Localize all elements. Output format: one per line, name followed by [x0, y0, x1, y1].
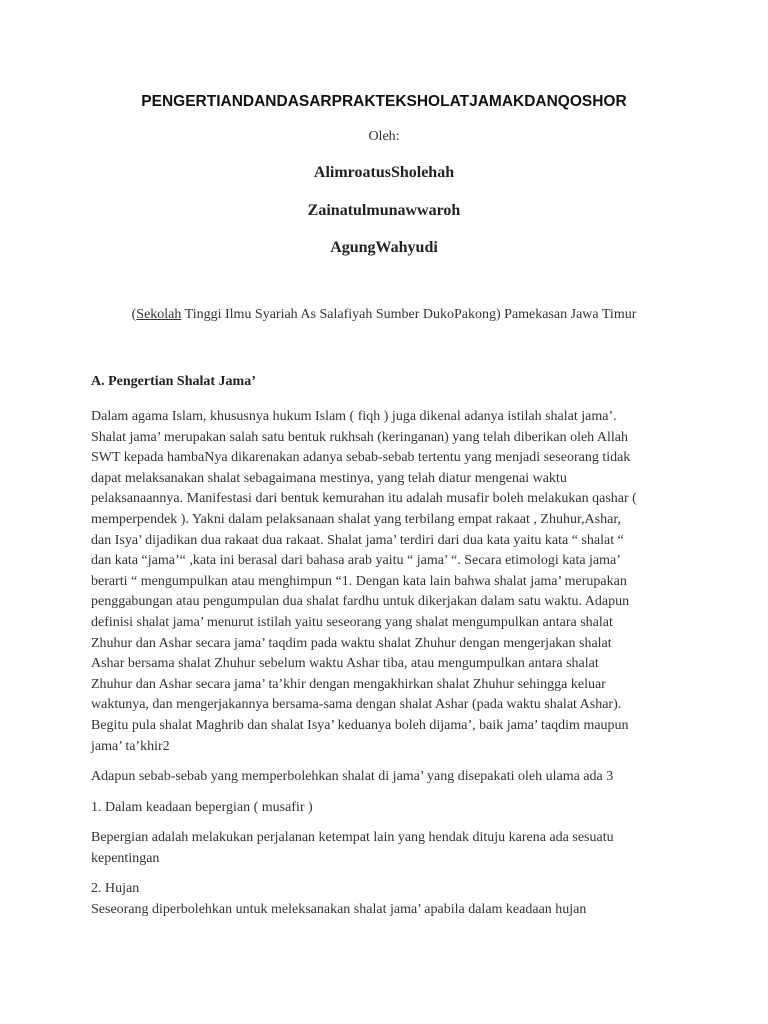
author-3: AgungWahyudi: [330, 239, 438, 256]
paragraph-1-line: definisi shalat jama’ menurut istilah yaitu seseorang yang shalat mengumpulkan antara shalat: [91, 614, 613, 630]
paragraph-1: [91, 407, 691, 757]
list-item-1-description-line: Bepergian adalah melakukan perjalanan ketempat lain yang hendak dituju karena ada sesuatu: [91, 830, 614, 846]
paragraph-2: Adapun sebab-sebab yang memperbolehkan shalat di jama’ yang disepakati oleh ulama ada 3: [91, 769, 614, 785]
paragraph-1-line: dan Isya’ dijadikan dua rakaat dua rakaat. Shalat jama’ terdiri dari dua kata yaitu kata “ shalat “: [91, 532, 624, 548]
paragraph-1-line: dan kata “jama’“ ,kata ini berasal dari bahasa arab yaitu “ jama’ “. Secara etimologi kata jama’: [91, 553, 621, 569]
paragraph-1-line: waktunya, dan mengerjakannya bersama-sama dengan shalat Ashar (pada waktu shalat Ashar).: [91, 697, 622, 713]
paragraph-1-line: Dalam agama Islam, khususnya hukum Islam ( fiqh ) juga dikenal adanya istilah shalat jama’.: [91, 409, 617, 424]
affiliation-rest: Tinggi Ilmu Syariah As Salafiyah Sumber DukoPakong) Pamekasan Jawa Timur: [181, 307, 637, 322]
affiliation: [0, 307, 768, 323]
paragraph-1-line: dapat melaksanakan shalat sebagaimana mestinya, yang telah diatur mengenai waktu: [91, 470, 567, 486]
author-1: AlimroatusSholehah: [313, 164, 455, 181]
paragraph-1-line: pelaksanaannya. Manifestasi dari bentuk kemurahan itu adalah musafir boleh melakukan qashar (: [91, 491, 637, 507]
paragraph-1-line: Begitu pula shalat Maghrib dan shalat Isya’ keduanya boleh dijama’, baik jama’ taqdim maupun: [91, 717, 629, 733]
paragraph-1-line: jama’ ta’khir2: [91, 738, 170, 754]
paragraph-1-line: berarti “ mengumpulkan atau menghimpun “1. Dengan kata lain bahwa shalat jama’ merupakan: [91, 573, 627, 589]
list-item-1-title: 1. Dalam keadaan bepergian ( musafir ): [91, 799, 313, 815]
affiliation-open-paren: (: [131, 307, 137, 322]
list-item-1-description-line: kepentingan: [91, 850, 160, 866]
list-item-1-description: [91, 828, 691, 869]
paragraph-1-line: SWT kepada hambaNya dikarenakan adanya sebab-sebab tertentu yang menjadi seseorang tidak: [91, 450, 631, 466]
document-body: [91, 372, 691, 931]
paragraph-1-line: Zhuhur dan Ashar secara jama’ taqdim pada waktu shalat Zhuhur dengan mengerjakan shalat: [91, 635, 612, 651]
list-item-2-title: 2. Hujan: [91, 881, 140, 897]
paragraph-1-line: Ashar bersama shalat Zhuhur sebelum waktu Ashar tiba, atau mengumpulkan antara shalat: [91, 656, 599, 672]
affiliation-link[interactable]: Sekolah: [136, 307, 182, 322]
list-item-2-description: Seseorang diperbolehkan untuk meleksanakan shalat jama’ apabila dalam keadaan hujan: [91, 902, 587, 918]
paragraph-1-line: memperpendek ). Yakni dalam pelaksanaan shalat yang terbilang empat rakaat , Zhuhur,Ashar,: [91, 511, 621, 527]
paragraph-1-line: penggabungan atau pengumpulan dua shalat fardhu untuk dikerjakan dalam satu waktu. Adapun: [91, 594, 630, 610]
section-heading: A. Pengertian Shalat Jama’: [91, 374, 256, 389]
document-title: PENGERTIANDANDASARPRAKTEKSHOLATJAMAKDANQOSHOR: [141, 93, 627, 110]
author-2: Zainatulmunawwaroh: [307, 202, 461, 219]
paragraph-1-line: Zhuhur dan Ashar secara jama’ ta’khir dengan mengakhirkan shalat Zhuhur sehingga keluar: [91, 676, 606, 692]
paragraph-1-line: Shalat jama’ merupakan salah satu bentuk rukhsah (keringanan) yang telah diberikan oleh Allah: [91, 429, 629, 445]
by-label: Oleh:: [368, 129, 400, 144]
